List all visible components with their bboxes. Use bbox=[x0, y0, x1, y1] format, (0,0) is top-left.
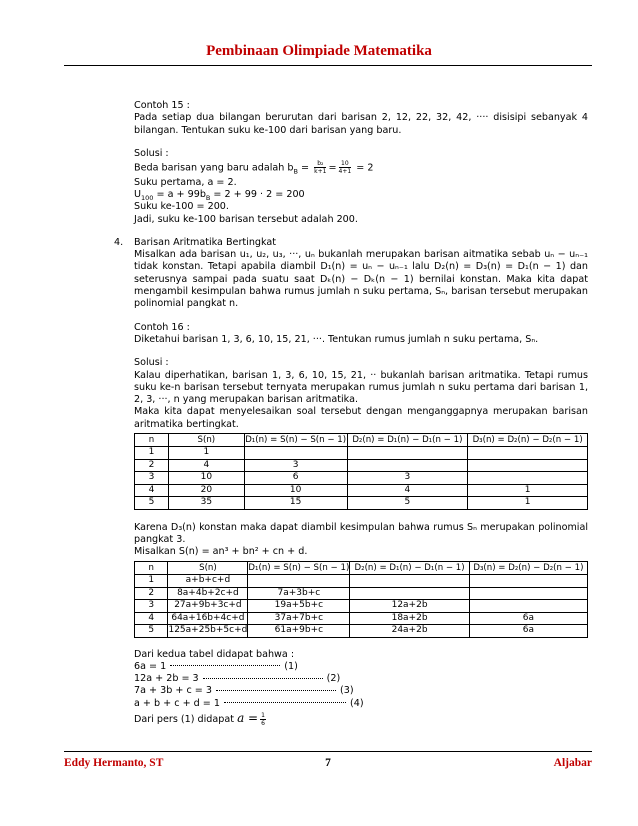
page-header-title: Pembinaan Olimpiade Matematika bbox=[206, 43, 432, 59]
after-table-1 bbox=[134, 522, 588, 638]
item-4-paragraph: Misalkan ada barisan u₁, u₂, u₃, ···, uₙ bukanlah merupakan barisan aitmatika sebab uₙ − uₙ₋₁ tidak konstan. Tetapi apabila diambil D₁(n) = uₙ − uₙ₋₁ lalu D₂(n) = D₃(n) = D₁(n − 1) dan seterusnya sampai pada suatu saat Dₖ(n) − Dₖ(n − 1) bernilai konstan. Maka kita dapat mengambil kesimpulan bahwa rumus jumlah n suku pertama, Sₙ, barisan tersebut merupakan polinomial pangkat n. bbox=[134, 249, 588, 310]
table-header-cell: S(n) bbox=[168, 561, 248, 574]
table-cell: 61a+9b+c bbox=[248, 625, 350, 638]
table-cell bbox=[469, 600, 587, 613]
table-cell: 1 bbox=[135, 447, 169, 460]
table-cell bbox=[248, 575, 350, 588]
equation-1-text: 6a = 1 bbox=[134, 660, 167, 672]
table-row bbox=[135, 612, 588, 625]
table-cell: 2 bbox=[135, 459, 169, 472]
table-cell: 6 bbox=[244, 472, 347, 485]
page-footer bbox=[64, 757, 592, 773]
dot-leader bbox=[170, 665, 280, 666]
dot-leader bbox=[216, 690, 336, 691]
fraction-eq: = bbox=[328, 162, 337, 174]
difference-table-2 bbox=[134, 561, 588, 638]
equation-3-tag: (3) bbox=[339, 685, 354, 697]
table-1-header bbox=[135, 434, 588, 447]
fraction-2 bbox=[339, 160, 352, 175]
contoh-16-title: Contoh 16 : bbox=[134, 321, 190, 333]
table-cell bbox=[347, 459, 468, 472]
suku-pertama: Suku pertama, a = 2. bbox=[134, 176, 237, 188]
solusi-label: Solusi : bbox=[134, 147, 169, 159]
contoh-15-solution bbox=[134, 148, 588, 226]
table-cell: 20 bbox=[168, 484, 244, 497]
table-header-cell: D₃(n) = D₂(n) − D₂(n − 1) bbox=[468, 434, 588, 447]
table-cell: 1 bbox=[468, 484, 588, 497]
contoh-16-para2: Maka kita dapat menyelesaikan soal tersebut dengan menganggapnya merupakan barisan aritmatika bertingkat. bbox=[134, 406, 588, 430]
table-cell bbox=[350, 575, 469, 588]
header-rule bbox=[64, 65, 592, 66]
table-cell: 6a bbox=[469, 625, 587, 638]
suku-100: Suku ke-100 = 200. bbox=[134, 201, 229, 213]
table-row bbox=[135, 625, 588, 638]
table-cell: 1 bbox=[135, 575, 168, 588]
table-cell: 15 bbox=[244, 497, 347, 510]
table-cell bbox=[468, 459, 588, 472]
jadi-line: Jadi, suku ke-100 barisan tersebut adalah 200. bbox=[134, 213, 358, 225]
table-cell: 24a+2b bbox=[350, 625, 469, 638]
table-cell: 19a+5b+c bbox=[248, 600, 350, 613]
table-cell bbox=[469, 587, 587, 600]
equation-1-tag: (1) bbox=[284, 660, 298, 672]
table-cell: 4 bbox=[135, 484, 169, 497]
beda-eq: = bbox=[298, 162, 313, 174]
table-row bbox=[135, 447, 588, 460]
final-line-var: a = bbox=[237, 711, 259, 725]
fraction-1 bbox=[314, 160, 326, 175]
table-cell: 8a+4b+2c+d bbox=[168, 587, 248, 600]
equation-2 bbox=[134, 673, 588, 685]
table-row bbox=[135, 600, 588, 613]
table-row bbox=[135, 459, 588, 472]
u100-post: = 2 + 99 · 2 = 200 bbox=[210, 188, 305, 200]
final-fraction-num: 1 bbox=[261, 711, 265, 719]
table-cell bbox=[347, 447, 468, 460]
table-cell bbox=[468, 447, 588, 460]
table-cell: 5 bbox=[135, 497, 169, 510]
fraction-2-num: 10 bbox=[339, 160, 352, 168]
table-cell: 6a bbox=[469, 612, 587, 625]
final-fraction bbox=[260, 712, 266, 727]
table-cell: 1 bbox=[168, 447, 244, 460]
beda-line bbox=[134, 160, 588, 177]
fraction-1-num: b₂ bbox=[314, 160, 326, 168]
table-cell: 3 bbox=[135, 600, 168, 613]
contoh-15-title: Contoh 15 : bbox=[134, 100, 190, 111]
table-cell: 3 bbox=[244, 459, 347, 472]
table-cell bbox=[468, 472, 588, 485]
table-cell: 10 bbox=[244, 484, 347, 497]
table-header-cell: D₂(n) = D₁(n) − D₁(n − 1) bbox=[350, 561, 469, 574]
table-header-cell: D₁(n) = S(n) − S(n − 1) bbox=[245, 435, 347, 446]
table-cell: 27a+9b+3c+d bbox=[168, 600, 248, 613]
conclusion bbox=[134, 649, 588, 728]
contoh-15-question: Pada setiap dua bilangan berurutan dari barisan 2, 12, 22, 32, 42, ···· disisipi sebanyak 4 bilangan. Tentukan suku ke-100 dari barisan yang baru. bbox=[134, 112, 588, 136]
dot-leader bbox=[224, 702, 346, 703]
equation-4-tag: (4) bbox=[350, 697, 364, 709]
table-cell: 1 bbox=[468, 497, 588, 510]
table-header-cell: D₃(n) = D₂(n) − D₂(n − 1) bbox=[469, 561, 587, 574]
equation-4 bbox=[134, 698, 588, 710]
footer-subject: Aljabar bbox=[553, 757, 592, 769]
table-cell: 4 bbox=[168, 459, 244, 472]
table-cell: 5 bbox=[135, 625, 168, 638]
footer-page-number: 7 bbox=[325, 757, 331, 769]
table-cell: 18a+2b bbox=[350, 612, 469, 625]
beda-result: = 2 bbox=[356, 162, 374, 174]
u100-mid: = a + 99b bbox=[153, 188, 206, 200]
table-row bbox=[135, 472, 588, 485]
table-row bbox=[135, 497, 588, 510]
u100-u: U bbox=[134, 188, 142, 200]
table-cell: 35 bbox=[168, 497, 244, 510]
contoh-15 bbox=[134, 100, 588, 137]
contoh-16 bbox=[134, 322, 588, 347]
item-4 bbox=[114, 236, 588, 311]
footer-author: Eddy Hermanto, ST bbox=[64, 757, 164, 769]
solusi-16-label: Solusi : bbox=[134, 357, 169, 369]
contoh-16-question: Diketahui barisan 1, 3, 6, 10, 15, 21, ···. Tentukan rumus jumlah n suku pertama, Sₙ. bbox=[134, 333, 539, 345]
final-line-text: Dari pers (1) didapat bbox=[134, 714, 235, 725]
table-cell: 5 bbox=[347, 497, 468, 510]
table-cell bbox=[469, 575, 587, 588]
item-4-number: 4. bbox=[114, 236, 124, 248]
table-cell bbox=[244, 447, 347, 460]
equation-2-tag: (2) bbox=[326, 673, 341, 685]
table-cell: 4 bbox=[347, 484, 468, 497]
dot-leader bbox=[203, 678, 323, 679]
u100-sub2: B bbox=[205, 193, 211, 202]
table-2-header bbox=[135, 561, 588, 574]
table-cell: 12a+2b bbox=[350, 600, 469, 613]
equation-4-text: a + b + c + d = 1 bbox=[134, 697, 220, 709]
table-cell: 10 bbox=[168, 472, 244, 485]
difference-table-1 bbox=[134, 433, 588, 510]
u100-line bbox=[134, 189, 588, 201]
table-cell: 7a+3b+c bbox=[248, 587, 350, 600]
table-row bbox=[135, 484, 588, 497]
table-cell: a+b+c+d bbox=[168, 575, 248, 588]
table-cell: 2 bbox=[135, 587, 168, 600]
table-cell: 3 bbox=[135, 472, 169, 485]
page-content bbox=[114, 100, 588, 728]
table-header-cell: S(n) bbox=[168, 434, 244, 447]
item-4-title: Barisan Aritmatika Bertingkat bbox=[134, 236, 277, 248]
equation-3 bbox=[134, 685, 588, 697]
table-header-cell: n bbox=[135, 561, 168, 574]
beda-sub: B bbox=[293, 167, 298, 176]
final-fraction-den: 6 bbox=[261, 719, 265, 727]
equation-2-text: 12a + 2b = 3 bbox=[134, 673, 199, 685]
table-cell bbox=[350, 587, 469, 600]
table-header-cell: n bbox=[135, 434, 169, 447]
table-row bbox=[135, 587, 588, 600]
table-row bbox=[135, 575, 588, 588]
equation-3-text: 7a + 3b + c = 3 bbox=[134, 685, 212, 697]
karena-line: Karena D₃(n) konstan maka dapat diambil kesimpulan bahwa rumus Sₙ merupakan polinomial pangkat 3. bbox=[134, 521, 588, 546]
fraction-1-den: k+1 bbox=[314, 168, 327, 176]
fraction-2-den: 4+1 bbox=[338, 168, 352, 176]
table-cell: 37a+7b+c bbox=[248, 612, 350, 625]
u100-sub: 100 bbox=[141, 193, 154, 202]
misalkan-line: Misalkan S(n) = an³ + bn² + cn + d. bbox=[134, 546, 308, 558]
table-cell: 64a+16b+4c+d bbox=[168, 612, 248, 625]
table-cell: 4 bbox=[135, 612, 168, 625]
equation-1 bbox=[134, 661, 588, 673]
conclusion-intro: Dari kedua tabel didapat bahwa : bbox=[134, 648, 295, 660]
table-cell: 3 bbox=[347, 472, 468, 485]
final-line bbox=[134, 710, 588, 728]
table-header-cell: D₁(n) = S(n) − S(n − 1) bbox=[248, 562, 350, 573]
footer-rule bbox=[64, 751, 592, 752]
contoh-16-para1: Kalau diperhatikan, barisan 1, 3, 6, 10, 15, 21, ·· bukanlah barisan aritmatika. Tetapi rumus suku ke-n barisan tersebut ternyata merupakan rumus jumlah n suku pertama dari barisan 1, 2, 3, ···, n yang merupakan barisan aritmatika. bbox=[134, 369, 588, 406]
contoh-16-solution bbox=[134, 357, 588, 510]
table-cell: 125a+25b+5c+d bbox=[168, 625, 248, 636]
beda-text: Beda barisan yang baru adalah b bbox=[134, 162, 294, 174]
table-header-cell: D₂(n) = D₁(n) − D₁(n − 1) bbox=[347, 434, 468, 447]
